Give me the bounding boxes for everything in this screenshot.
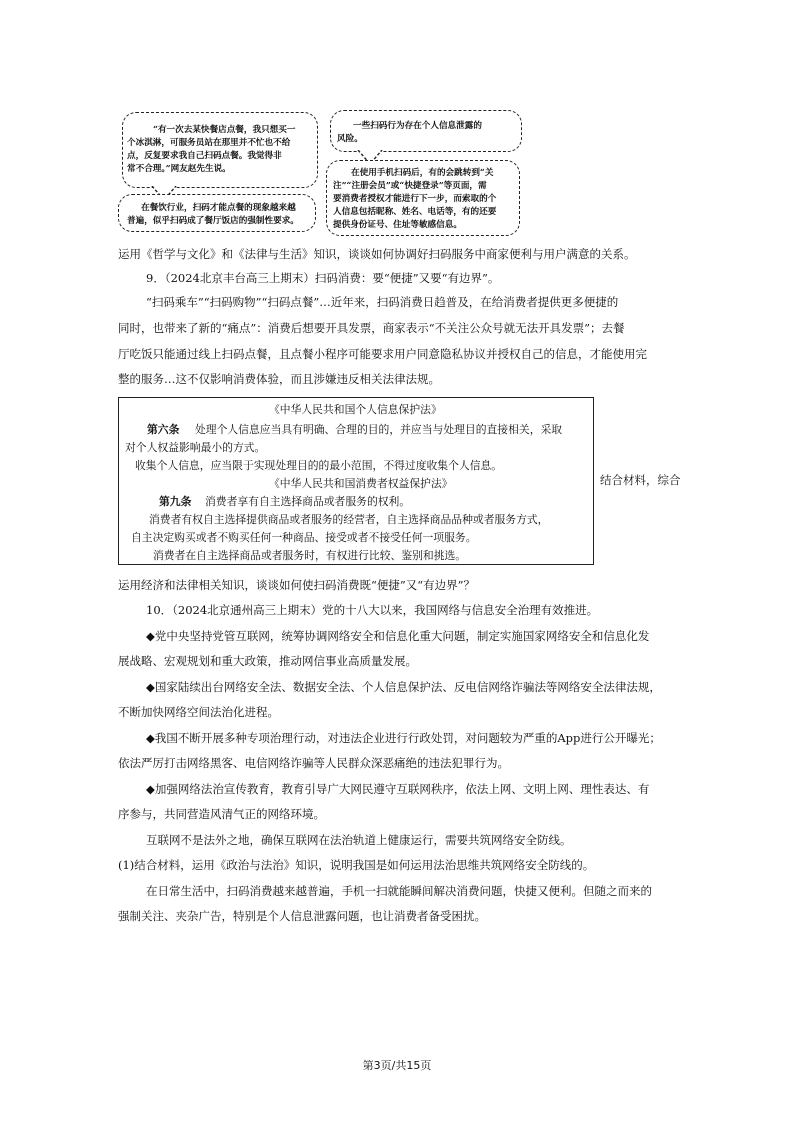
bubble-line: 注”“注册会员”或“快捷登录”等页面，需: [333, 181, 487, 191]
q9-side-text: 结合材料，综合: [600, 473, 681, 487]
q10-bullet-line: ◆我国不断开展多种专项治理行动，对违法企业进行行政处罚，对问题较为严重的App进行公开曝光；: [146, 731, 661, 745]
q9-title: 9．（2024北京丰台高三上期末）扫码消费：要“便捷”又要“有边界”。: [146, 271, 500, 285]
law-title: 《中华人民共和国个人信息保护法》: [269, 403, 442, 416]
bubble-line: 提供身份证号、住址等敏感信息。: [333, 220, 462, 230]
article-9-line: 消费者在自主选择商品或者服务时，有权进行比较、鉴别和挑选。: [153, 549, 467, 562]
bubble-line: 人信息包括昵称、姓名、电话等，有的还要: [333, 207, 497, 217]
q9-para-line: “扫码乘车”“扫码购物”“扫码点餐”…近年来，扫码消费日趋普及，在给消费者提供更多便捷的: [146, 295, 619, 309]
bubble-line: 个冰淇淋，可服务员站在那里并不忙也不给: [127, 138, 291, 148]
bubble-line: 在餐饮行业，扫码才能点餐的现象越来越: [141, 203, 296, 213]
q10-bullet-line: 依法严厉打击网络黑客、电信网络诈骗等人民群众深恶痛绝的违法犯罪行为。: [118, 756, 509, 770]
bubble-line: 普遍，似乎扫码成了餐厅饭店的强制性要求。: [127, 216, 299, 226]
article-6-line: 对个人权益影响最小的方式。: [125, 441, 266, 454]
q10-title: 10．（2024北京通州高三上期末）党的十八大以来，我国网络与信息安全治理有效推进。: [146, 603, 599, 617]
bubble-line: 一些扫码行为存在个人信息泄露的: [353, 121, 482, 131]
q10-bullet-line: 序参与，共同营造风清气正的网络环境。: [118, 807, 325, 821]
q9-para-line: 整的服务…这不仅影响消费体验，而且涉嫌违反相关法律法规。: [118, 372, 440, 386]
article-6-line: 收集个人信息，应当限于实现处理目的的最小范围，不得过度收集个人信息。: [135, 459, 503, 472]
q10-bullet-line: ◆国家陆续出台网络安全法、数据安全法、个人信息保护法、反电信网络诈骗法等网络安全法律法规，: [146, 680, 661, 694]
article-9-text: 消费者享有自主选择商品或者服务的权利。: [205, 495, 411, 508]
q10-para-line: 在日常生活中，扫码消费越来越普遍，手机一扫就能瞬间解决消费问题，快捷又便利。但随之而来的: [146, 884, 652, 898]
law-excerpt-box: [118, 397, 594, 565]
q10-bullet-line: ◆党中央坚持党管互联网，统筹协调网络安全和信息化重大问题，制定实施国家网络安全和信息化发: [146, 629, 650, 643]
law-title: 《中华人民共和国消费者权益保护法》: [269, 477, 453, 490]
article-6-label: 第六条: [147, 423, 180, 436]
page-number: 第3页/共15页: [362, 1059, 432, 1072]
bubble-bottom-right: [326, 160, 520, 236]
q9-question: 运用经济和法律相关知识，谈谈如何使扫码消费既“便捷”又“有边界”？: [118, 578, 476, 592]
q9-para-line: 厅吃饭只能通过线上扫码点餐，且点餐小程序可能要求用户同意隐私协议并授权自己的信息，才能使用完: [118, 347, 647, 361]
bubble-line: 点，反复要求我自己扫码点餐。我觉得非: [127, 151, 282, 161]
article-9-label: 第九条: [159, 495, 192, 508]
q10-summary: 互联网不是法外之地，确保互联网在法治轨道上健康运行，需要共筑网络安全防线。: [146, 833, 572, 847]
bubble-line: 要消费者授权才能进行下一步，而索取的个: [333, 194, 497, 204]
q10-bullet-line: ◆加强网络法治宣传教育，教育引导广大网民遵守互联网秩序，依法上网、文明上网、理性表达、有: [146, 782, 650, 796]
bubble-line: “有一次去某快餐店点餐，我只想买一: [153, 125, 296, 135]
bubble-top-left: [122, 112, 318, 188]
article-9-line: 消费者有权自主选择提供商品或者服务的经营者，自主选择商品品种或者服务方式，: [149, 513, 549, 526]
bubble-bottom-left: [118, 194, 316, 232]
article-6-text: 处理个人信息应当具有明确、合理的目的，并应当与处理目的直接相关，采取: [195, 423, 563, 436]
article-9-line: 自主决定购买或者不购买任何一种商品、接受或者不接受任何一项服务。: [131, 531, 477, 544]
q10-bullet-line: 不断加快网络空间法治化进程。: [118, 705, 279, 719]
bubble-line: 常不合理。”网友赵先生说。: [127, 164, 231, 174]
q9-para-line: 同时，也带来了新的“痛点”：消费后想要开具发票，商家表示“不关注公众号就无法开具发票”；去餐: [118, 321, 625, 335]
bubble-line: 在使用手机扫码后，有的会跳转到“关: [351, 168, 494, 178]
q10-bullet-line: 展战略、宏观规划和重大政策，推动网信事业高质量发展。: [118, 654, 417, 668]
bubble-top-right: [330, 110, 522, 152]
bubble-line: 风险。: [337, 134, 363, 144]
q10-para-line: 强制关注、夹杂广告，特别是个人信息泄露问题，也让消费者备受困扰。: [118, 909, 486, 923]
q8-question: 运用《哲学与文化》和《法律与生活》知识，谈谈如何协调好扫码服务中商家便利与用户满意的关系。: [118, 247, 636, 261]
q10-subquestion-1: (1)结合材料，运用《政治与法治》知识，说明我国是如何运用法治思维共筑网络安全防线的。: [118, 858, 595, 872]
